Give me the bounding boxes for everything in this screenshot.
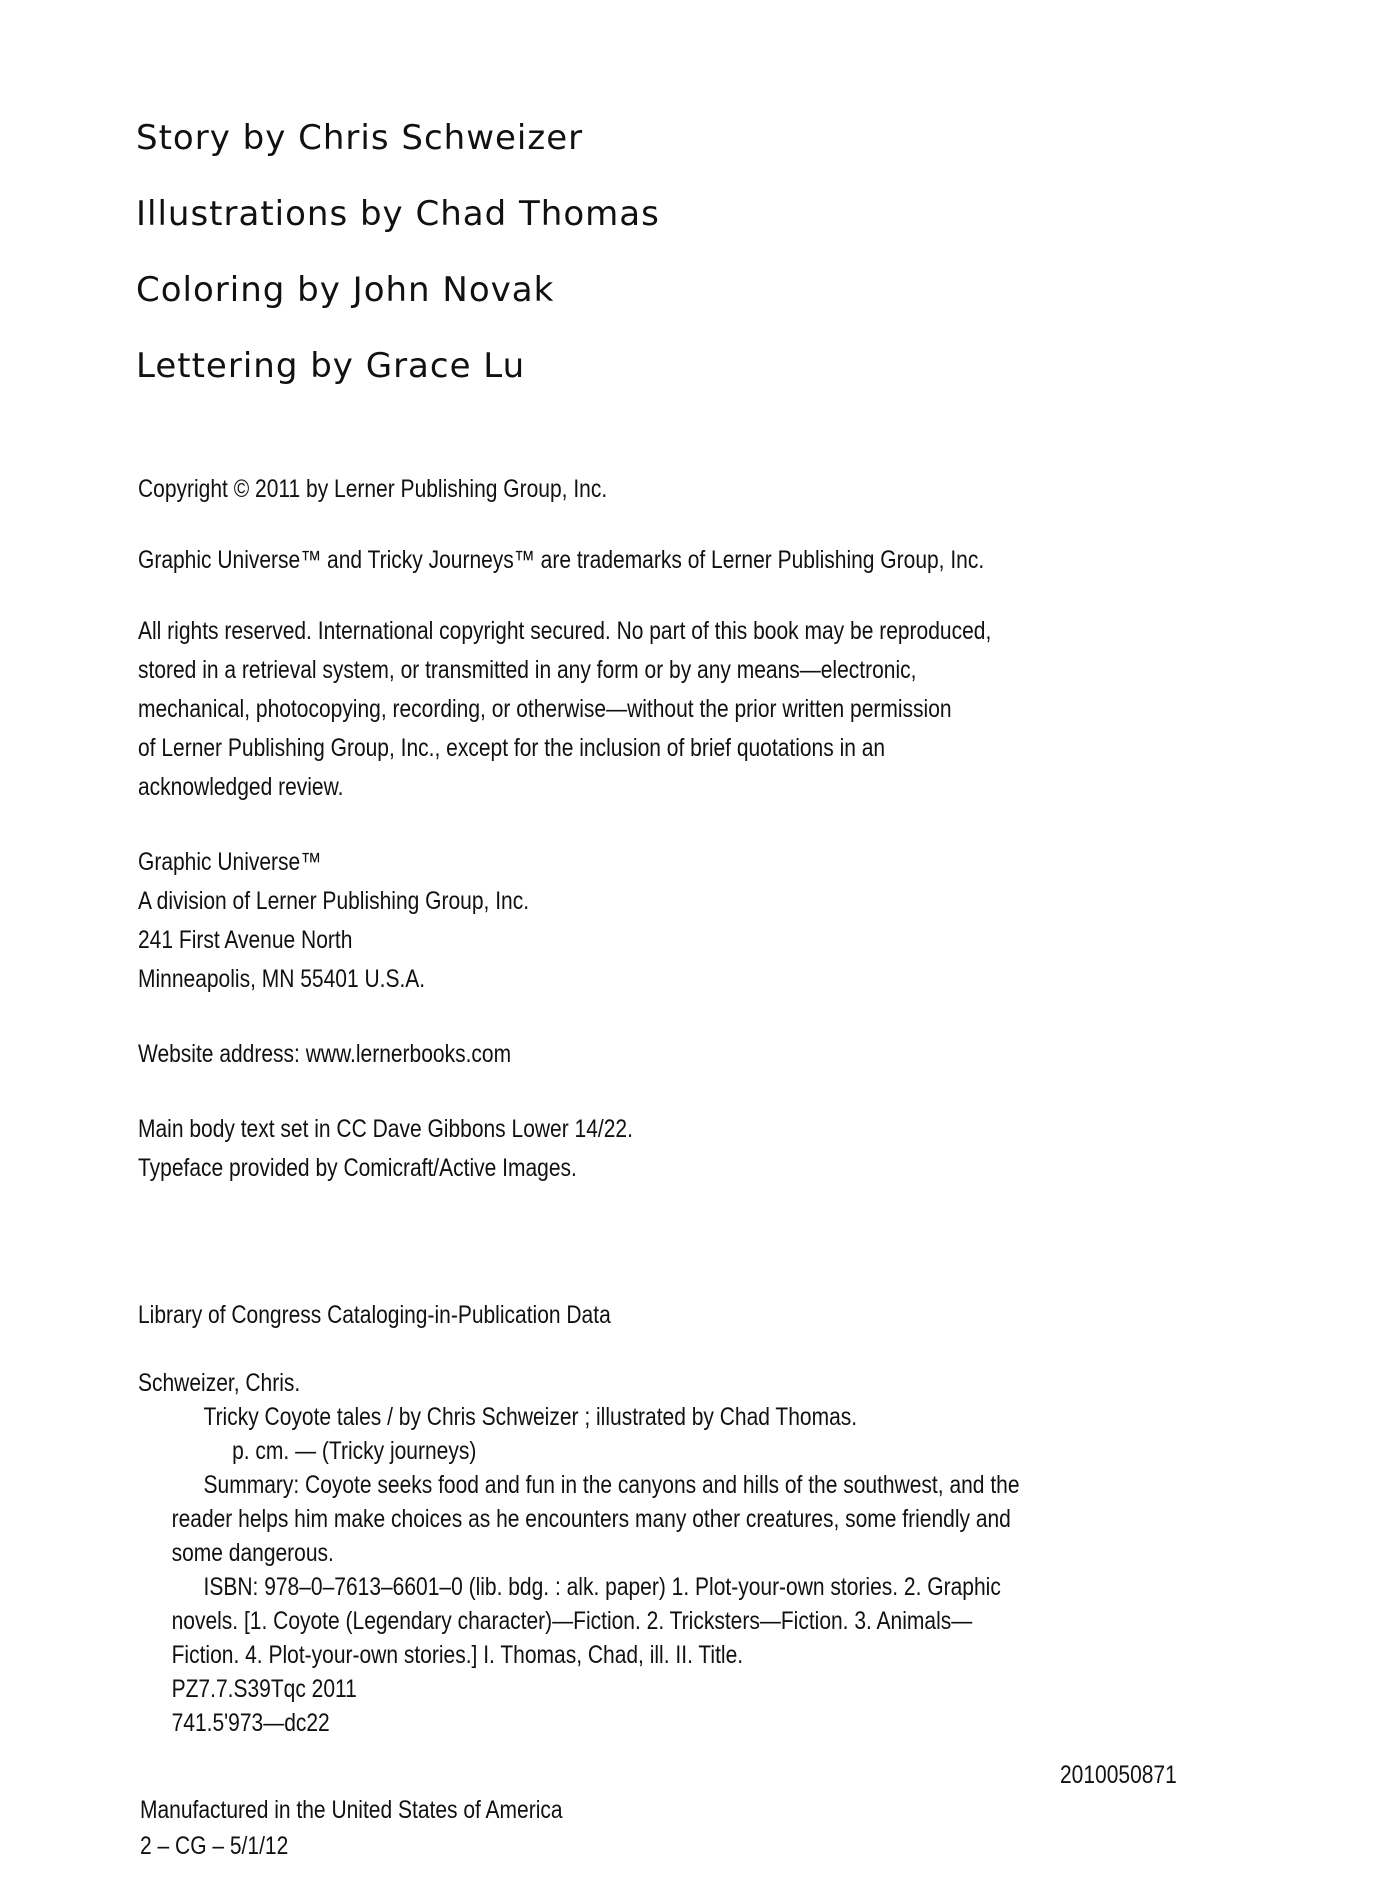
rights-paragraph	[138, 612, 1045, 807]
manufacturing-block	[140, 1792, 563, 1864]
cip-isbn-line: Fiction. 4. Plot-your-own stories.] I. Thomas, Chad, ill. II. Title.	[171, 1641, 744, 1669]
credit-coloring: Coloring by John Novak	[136, 270, 555, 310]
cip-physical: p. cm. — (Tricky journeys)	[232, 1437, 477, 1465]
cip-data-block	[138, 1298, 1188, 1740]
cip-isbn-line: novels. [1. Coyote (Legendary character)—Fiction. 2. Tricksters—Fiction. 3. Animals—	[171, 1607, 973, 1635]
print-code: 2 – CG – 5/1/12	[140, 1832, 289, 1860]
lccn-number: 2010050871	[1060, 1761, 1177, 1789]
credit-illustrations: Illustrations by Chad Thomas	[136, 194, 660, 234]
cip-summary-line: Summary: Coyote seeks food and fun in the canyons and hills of the southwest, and the	[203, 1471, 1020, 1499]
typeface-line: Main body text set in CC Dave Gibbons Lower 14/22.	[138, 1115, 633, 1143]
credit-lettering: Lettering by Grace Lu	[136, 346, 526, 386]
cip-isbn-line: ISBN: 978–0–7613–6601–0 (lib. bdg. : alk. paper) 1. Plot-your-own stories. 2. Graphic	[203, 1573, 1001, 1601]
cip-author: Schweizer, Chris.	[138, 1369, 301, 1397]
copyright-line: Copyright © 2011 by Lerner Publishing Group, Inc.	[138, 475, 608, 503]
typeface-line: Typeface provided by Comicraft/Active Images.	[138, 1154, 577, 1182]
publisher-address	[138, 843, 1045, 999]
cip-classification: PZ7.7.S39Tqc 2011	[171, 1675, 357, 1703]
cip-classification: 741.5'973—dc22	[171, 1709, 330, 1737]
typeface-note	[138, 1110, 1045, 1188]
cip-title: Tricky Coyote tales / by Chris Schweizer ; illustrated by Chad Thomas.	[203, 1403, 858, 1431]
website-line: Website address: www.lernerbooks.com	[138, 1040, 512, 1068]
rights-line: All rights reserved. International copyright secured. No part of this book may be reproduced,	[138, 617, 992, 645]
credit-story: Story by Chris Schweizer	[136, 118, 584, 158]
rights-line: of Lerner Publishing Group, Inc., except for the inclusion of brief quotations in an	[138, 734, 886, 762]
address-line: Graphic Universe™	[138, 848, 322, 876]
manufactured-line: Manufactured in the United States of America	[140, 1796, 563, 1824]
rights-line: acknowledged review.	[138, 773, 344, 801]
credits-block	[136, 118, 660, 422]
rights-line: stored in a retrieval system, or transmitted in any form or by any means—electronic,	[138, 656, 917, 684]
rights-line: mechanical, photocopying, recording, or otherwise—without the prior written permission	[138, 695, 952, 723]
cip-summary-line: reader helps him make choices as he encounters many other creatures, some friendly and	[171, 1505, 1011, 1533]
cip-heading: Library of Congress Cataloging-in-Publication Data	[138, 1301, 611, 1329]
legal-block	[138, 470, 1045, 1188]
cip-summary-line: some dangerous.	[171, 1539, 334, 1567]
address-line: 241 First Avenue North	[138, 926, 353, 954]
address-line: Minneapolis, MN 55401 U.S.A.	[138, 965, 426, 993]
trademark-line: Graphic Universe™ and Tricky Journeys™ are trademarks of Lerner Publishing Group, Inc.	[138, 546, 985, 574]
address-line: A division of Lerner Publishing Group, Inc.	[138, 887, 530, 915]
